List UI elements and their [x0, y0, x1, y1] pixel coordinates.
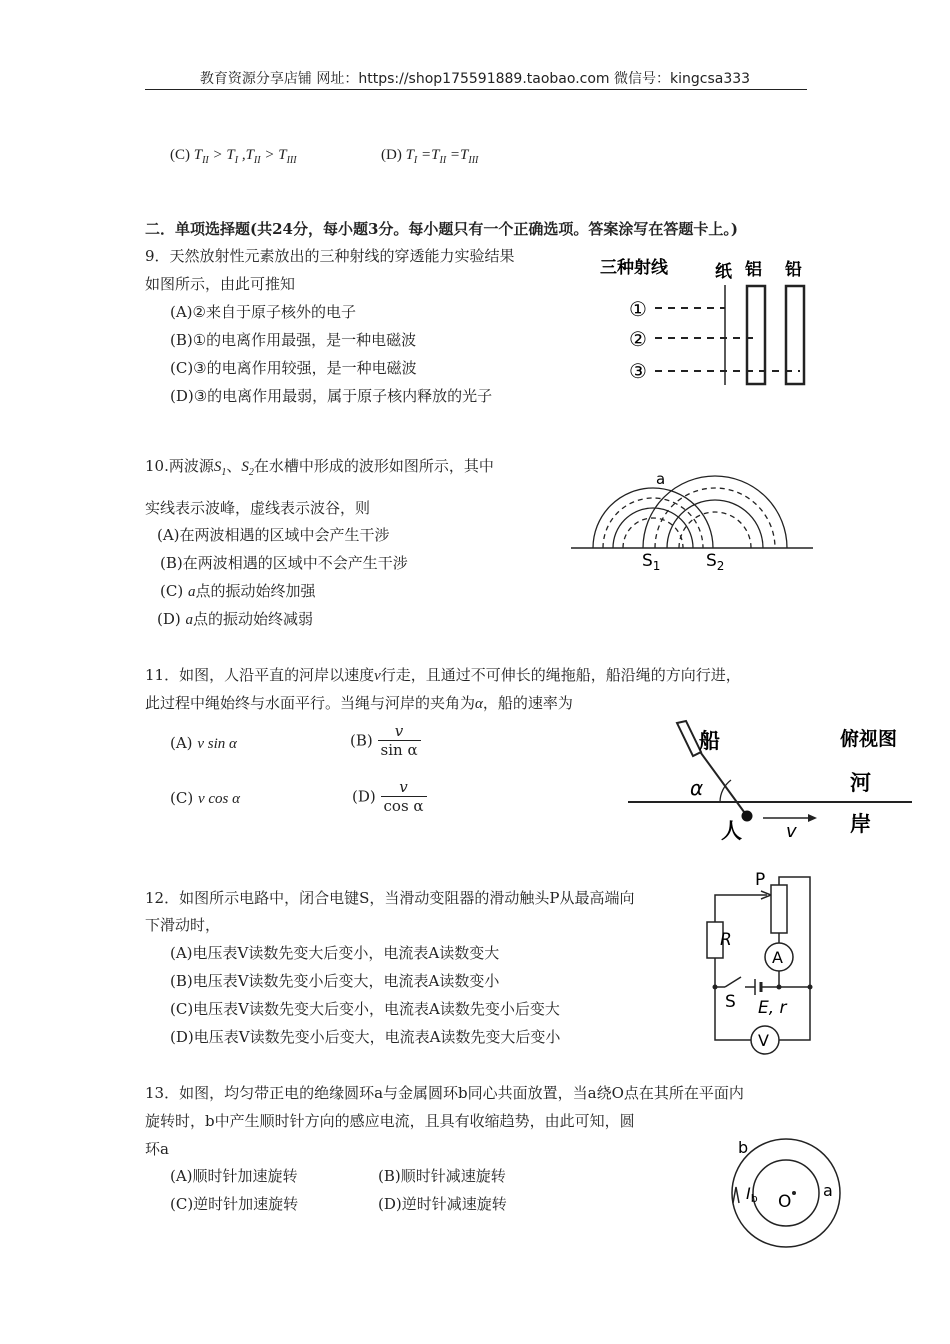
q11-fig-boat: 船: [699, 729, 720, 753]
q11-line1-pre: 11．如图，人沿平直的河岸以速度: [145, 666, 375, 684]
q12-switch: [725, 977, 741, 987]
q13-fig-i-letter: I: [746, 1184, 751, 1203]
q12-fig-r: R: [720, 930, 732, 950]
section-heading: 二．单项选择题(共24分，每小题3分。每小题只有一个正确选项。答案涂写在答题卡上。): [145, 220, 739, 238]
q10-s1-letter: S: [213, 459, 222, 475]
q9-fig-lead: 铅: [785, 260, 802, 280]
q11-alpha: α: [475, 696, 483, 712]
q11-option-a: [170, 734, 237, 753]
q13-option-d: (D)逆时针减速旋转: [378, 1195, 507, 1213]
q9-line2: 如图所示，由此可推知: [145, 275, 296, 293]
q9-lead-plate: [786, 286, 804, 384]
q10-line2: 实线表示波峰，虚线表示波谷，则: [145, 499, 371, 517]
q9-ray-3-label: ③: [629, 359, 647, 383]
q9-line1: 9．天然放射性元素放出的三种射线的穿透能力实验结果: [145, 247, 515, 265]
q11-option-a-expr: v sin α: [197, 736, 237, 752]
q10-sep: 、: [226, 457, 242, 475]
q10-s2-letter: S: [241, 459, 249, 475]
q11-line2-pre: 此过程中绳始终与水面平行。当绳与河岸的夹角为: [145, 694, 476, 712]
q12-fig-switch: S: [725, 992, 736, 1012]
q13-center-o: [792, 1191, 796, 1195]
q11-line1-post: 行走，且通过不可伸长的绳拖船，船沿绳的方向行进，: [380, 666, 741, 684]
prev-option-c-expr: $T_{II} > T_I$ $,T_{II} > T_{III}$: [193, 147, 297, 166]
q10-fig-s1: [642, 551, 660, 573]
q11-option-d-frac: [381, 778, 427, 815]
q11-line2-post: ，船的速率为: [482, 694, 573, 712]
q9-ray-1-label: ①: [629, 297, 647, 321]
q9-option-d: (D)③的电离作用最弱，属于原子核内释放的光子: [170, 387, 493, 405]
q13-current-arrow: [733, 1187, 739, 1203]
q12-fig-ammeter: A: [772, 948, 783, 967]
q13-line1: 13．如图，均匀带正电的绝缘圆环a与金属圆环b同心共面放置，当a绕O点在其所在平面内: [145, 1084, 744, 1102]
q13-line2: 旋转时，b中产生顺时针方向的感应电流，且具有收缩趋势，由此可知，圆: [145, 1112, 635, 1130]
q10-option-b: (B)在两波相遇的区域中不会产生干涉: [160, 554, 408, 572]
q10-option-d-label: (D): [157, 610, 181, 628]
q13-fig-b: b: [738, 1138, 749, 1157]
q10-fig-s2-letter: S: [706, 551, 717, 571]
q9-figure: [595, 255, 820, 390]
q10-s2-trough-inner: [679, 512, 751, 548]
q13-fig-o: O: [778, 1192, 792, 1212]
q11-option-d-den: cos α: [381, 796, 427, 815]
q10-line1: [145, 455, 494, 478]
q11-option-b-den: sin α: [378, 740, 421, 759]
q10-fig-s1-letter: S: [642, 551, 653, 571]
q9-option-c: (C)③的电离作用较强，是一种电磁波: [170, 359, 417, 377]
q10-option-c-label: (C): [160, 582, 184, 600]
q10-option-c-text: 点的振动始终加强: [195, 582, 316, 600]
q12-line2: 下滑动时，: [145, 916, 221, 934]
q10-s1-trough-outer: [603, 498, 703, 548]
q10-option-a: (A)在两波相遇的区域中会产生干涉: [157, 526, 390, 544]
q9-fig-title: 三种射线: [600, 258, 668, 278]
q10-s1: [213, 459, 227, 478]
prev-option-d-expr: $T_I =T_{II} =T_{III}$: [405, 147, 479, 166]
q11-line2: [145, 692, 573, 713]
q10-line1-pre: 10.两波源: [145, 457, 214, 475]
prev-option-c-label: (C): [170, 147, 190, 163]
q10-fig-s2: [706, 551, 724, 573]
q10-s1-sub: 1: [221, 467, 227, 478]
q10-option-c-var: a: [187, 584, 196, 600]
q11-velocity-arrowhead: [808, 814, 817, 822]
q10-s2-trough-outer: [655, 488, 775, 548]
q11-option-d-num: v: [399, 778, 408, 796]
q11-person-dot: [742, 811, 753, 822]
q13-line3: 环a: [145, 1140, 169, 1158]
q12-fig-emf: E, r: [758, 998, 787, 1018]
q9-option-b: (B)①的电离作用最强，是一种电磁波: [170, 331, 417, 349]
q11-option-c-label: (C): [170, 789, 194, 807]
q10-option-c: [160, 580, 315, 601]
q12-fig-p: P: [755, 870, 766, 890]
q10-option-d-var: a: [185, 612, 194, 628]
q12-figure: [695, 865, 825, 1060]
q12-fig-voltmeter: V: [758, 1031, 769, 1050]
prev-option-c: [170, 147, 297, 166]
q10-line1-post: 在水槽中形成的波形如图所示，其中: [253, 457, 494, 475]
q11-boat: [677, 721, 701, 756]
q13-figure: [730, 1135, 850, 1265]
q10-s2-sub: 2: [248, 467, 254, 478]
q13-fig-a: a: [823, 1181, 833, 1200]
q13-fig-i: [746, 1184, 758, 1205]
q9-fig-paper: 纸: [715, 262, 732, 282]
q11-option-c-expr: v cos α: [197, 791, 240, 807]
q10-s2: [241, 459, 254, 478]
q11-option-b-label: (B): [350, 731, 373, 750]
q11-option-d-label: (D): [352, 787, 376, 806]
q10-fig-s1-sub: 1: [652, 559, 661, 573]
q12-line1: 12．如图所示电路中，闭合电键S，当滑动变阻器的滑动触头P从最高端向: [145, 889, 635, 907]
q12-option-d: (D)电压表V读数先变小后变大，电流表A读数先变大后变小: [170, 1028, 561, 1046]
q9-aluminum-plate: [747, 286, 765, 384]
q11-option-d: [352, 778, 427, 815]
q11-option-b-num: v: [394, 722, 404, 740]
q11-fig-view: 俯视图: [840, 728, 898, 750]
q11-option-c: [170, 789, 240, 808]
q13-option-c: (C)逆时针加速旋转: [170, 1195, 299, 1213]
q13-option-b: (B)顺时针减速旋转: [378, 1167, 506, 1185]
q12-option-a: (A)电压表V读数先变大后变小，电流表A读数变大: [170, 944, 500, 962]
q12-option-b: (B)电压表V读数先变小后变大，电流表A读数变小: [170, 972, 500, 990]
q9-ray-2-label: ②: [629, 327, 647, 351]
q9-option-a: (A)②来自于原子核外的电子: [170, 303, 356, 321]
q13-option-a: (A)顺时针加速旋转: [170, 1167, 298, 1185]
prev-option-d-label: (D): [381, 147, 402, 163]
q10-figure: [568, 465, 816, 575]
q11-fig-v: v: [786, 821, 797, 842]
q11-option-b-frac: [378, 722, 421, 759]
prev-option-d: [381, 147, 478, 166]
q11-fig-bank: 岸: [850, 812, 871, 836]
q11-figure: [625, 718, 915, 848]
q12-node-mid: [777, 985, 782, 990]
q11-option-b: [350, 722, 421, 759]
page-header: 教育资源分享店铺 网址：https://shop175591889.taobao.com 微信号：kingcsa333: [199, 71, 751, 87]
q10-fig-point-a: a: [656, 470, 666, 488]
q11-fig-person: 人: [721, 819, 742, 843]
q10-option-d-text: 点的振动始终减弱: [193, 610, 314, 628]
q10-fig-s2-sub: 2: [716, 559, 725, 573]
q10-option-d: [157, 608, 313, 629]
q12-rheostat: [771, 885, 787, 933]
q13-fig-i-sub: b: [750, 1192, 758, 1205]
q11-option-a-label: (A): [170, 734, 193, 752]
q12-option-c: (C)电压表V读数先变大后变小，电流表A读数先变小后变大: [170, 1000, 560, 1018]
q11-v: v: [374, 668, 381, 684]
q11-line1: [145, 664, 741, 685]
q9-fig-aluminum: 铝: [745, 260, 762, 280]
q11-fig-alpha: α: [690, 776, 704, 800]
header-rule: [145, 89, 807, 90]
q11-fig-river: 河: [850, 771, 871, 795]
